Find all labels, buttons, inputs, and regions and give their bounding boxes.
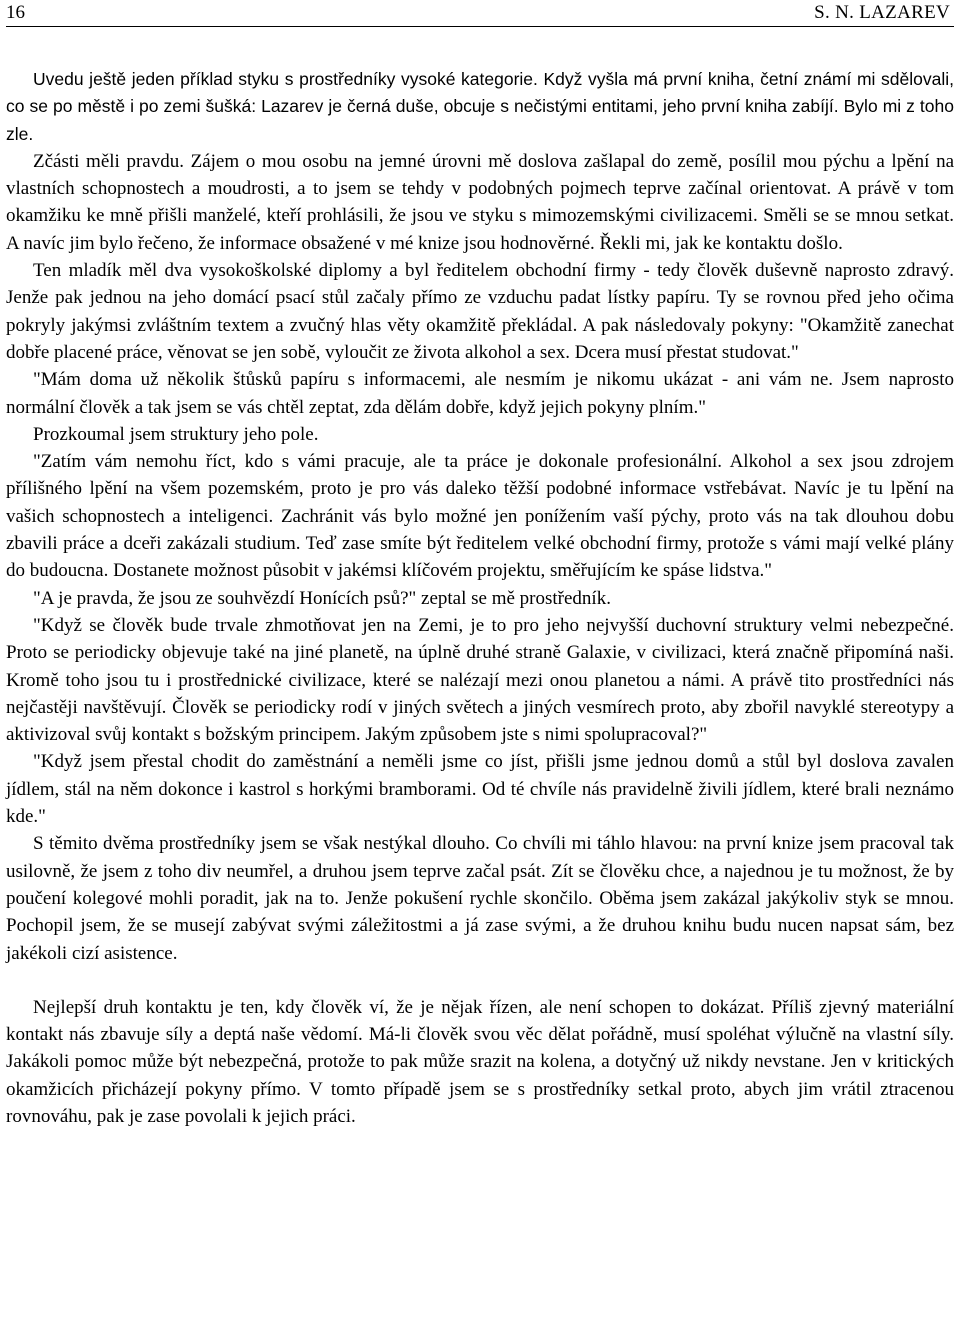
paragraph-food-table: "Když jsem přestal chodit do zaměstnání a neměli jsme co jíst, přišli jsme jednou domů a stůl byl doslova zavalen jídlem, stál na něm dokonce i kastrol s horkými bramborami. Od té chvíle nás pravidelně živili jídlem, které brali neznámo kde."	[6, 751, 954, 828]
paragraph-professional-work: "Zatím vám nemohu říct, kdo s vámi pracuje, ale ta práce je dokonale profesionální. Alkohol a sex jsou zdrojem přílišného lpění na všem pozemském, proto je pro vás daleko těžší podobné informace vstřebávat. Navíc je tu lpění na vašich schopnostech a inteligenci. Zachránit vás bylo možné jen ponížením vaší pýchy, proto vás na tak dlouhou dobu zbavili práce a dceři zakázali studium. Teď zase smíte být ředitelem velké obchodní firmy, protože s vámi mají velké plány do budoucna. Dostanete možnost působit v jakémsi klíčovém projektu, směřujícím ke spáse lidstva."	[6, 451, 954, 582]
paragraph-young-man: Ten mladík měl dva vysokoškolské diplomy a byl ředitelem obchodní firmy - tedy člověk duševně naprosto zdravý. Jenže pak jednou na jeho domácí psací stůl začaly přímo ze vzduchu padat lístky papíru. Ty se rovnou před jeho očima pokryly jakýmsi zvláštním textem a zvučný hlas věty okamžitě překládal. A pak následovaly pokyny: "Okamžitě zanechat dobře placené práce, věnovat se jen sobě, vyloučit ze života alkohol a sex. Dcera musí přestat studovat."	[6, 260, 954, 363]
paragraph-other-worlds: "Když se člověk bude trvale zhmotňovat jen na Zemi, je to pro jeho nejvyšší duchovní struktury velmi nebezpečné. Proto se periodicky objevuje také na jiné planetě, na úplně druhé straně Galaxie, v civilizaci, která značně připomíná naši. Kromě toho jsou tu i prostřednické civilizace, které se nalézají mezi onou planetou a námi. A právě tito prostředníci nás nejčastěji navštěvují. Člověk se periodicky rodí v jiných světech a jiných vesmírech proto, aby zbořil navyklé stereotypy a aktivizoval svůj kontakt s božským principem. Jakým způsobem jste s nimi spolupracoval?"	[6, 614, 954, 746]
paragraph-question: "A je pravda, že jsou ze souhvězdí Honících psů?" zeptal se mě prostředník.	[33, 587, 611, 609]
paragraph-intro: Uvedu ještě jeden příklad styku s prostředníky vysoké kategorie. Když vyšla má první kniha, četní známí mi sdělovali, co se po městě i po zemi šušká: Lazarev je černá duše, obcuje s nečistými entitami, jeho první kniha zabíjí. Bylo mi z toho zle.	[6, 69, 954, 144]
paragraph-end-contact: S těmito dvěma prostředníky jsem se však nestýkal dlouho. Co chvíli mi táhlo hlavou: na první knize jsem pracoval tak usilovně, že jsem z toho div neumřel, a druhou jsem teprve začal psát. Zít se člověku chce, a najednou je tu možnost, že by poučení kolegové mohli poradit, jak na to. Jenže pokušení rychle skončilo. Oběma jsem zakázal jakýkoliv styk se mnou. Pochopil jsem, že se musejí zabývat svými záležitostmi a já zase svými, a že druhou knihu budu nucen napsat sám, bez jakékoli cizí asistence.	[6, 833, 954, 964]
paragraph-best-contact: Nejlepší druh kontaktu je ten, kdy člověk ví, že je nějak řízen, ale není schopen to dokázat. Příliš zjevný materiální kontakt nás zbavuje síly a deptá naše vědomí. Má-li člověk svou věc dělat pořádně, musí spoléhat výlučně na vlastní síly. Jakákoli pomoc může být nebezpečná, protože to pak může srazit na kolena, a dotyčný už nikdy nevstane. Jen v kritických okamžicích přicházejí pokyny přímo. V tomto případě jsem se s prostředníky setkal proto, abych jim vrátil ztracenou rovnováhu, pak je zase povolali k jejich práci.	[6, 996, 954, 1127]
paragraph-field-examination: Prozkoumal jsem struktury jeho pole.	[33, 423, 319, 445]
running-head-author: S. N. LAZAREV	[814, 2, 950, 23]
page-header	[6, 0, 954, 27]
paragraph-partial-truth: Zčásti měli pravdu. Zájem o mou osobu na jemné úrovni mě doslova zašlapal do země, posílil mou pýchu a lpění na vlastních schopnostech a moudrosti, a to jsem se tehdy v podobných pojmech teprve začínal orientovat. A právě v tom okamžiku ke mně přišli manželé, kteří prohlásili, že jsou ve styku s mimozemskými civilizacemi. Směli se se mnou setkat. A navíc jim bylo řečeno, že informace obsažené v mé knize jsou hodnověrné. Řekli mi, jak ke kontaktu došlo.	[6, 150, 954, 254]
page-number: 16	[6, 2, 25, 23]
page-body	[6, 66, 954, 1130]
paragraph-papers-quote: "Mám doma už několik štůsků papíru s informacemi, ale nesmím je nikomu ukázat - ani vám ne. Jsem naprosto normální člověk a tak jsem se vás chtěl zeptat, zda dělám dobře, když jejich pokyny plním."	[6, 369, 954, 418]
